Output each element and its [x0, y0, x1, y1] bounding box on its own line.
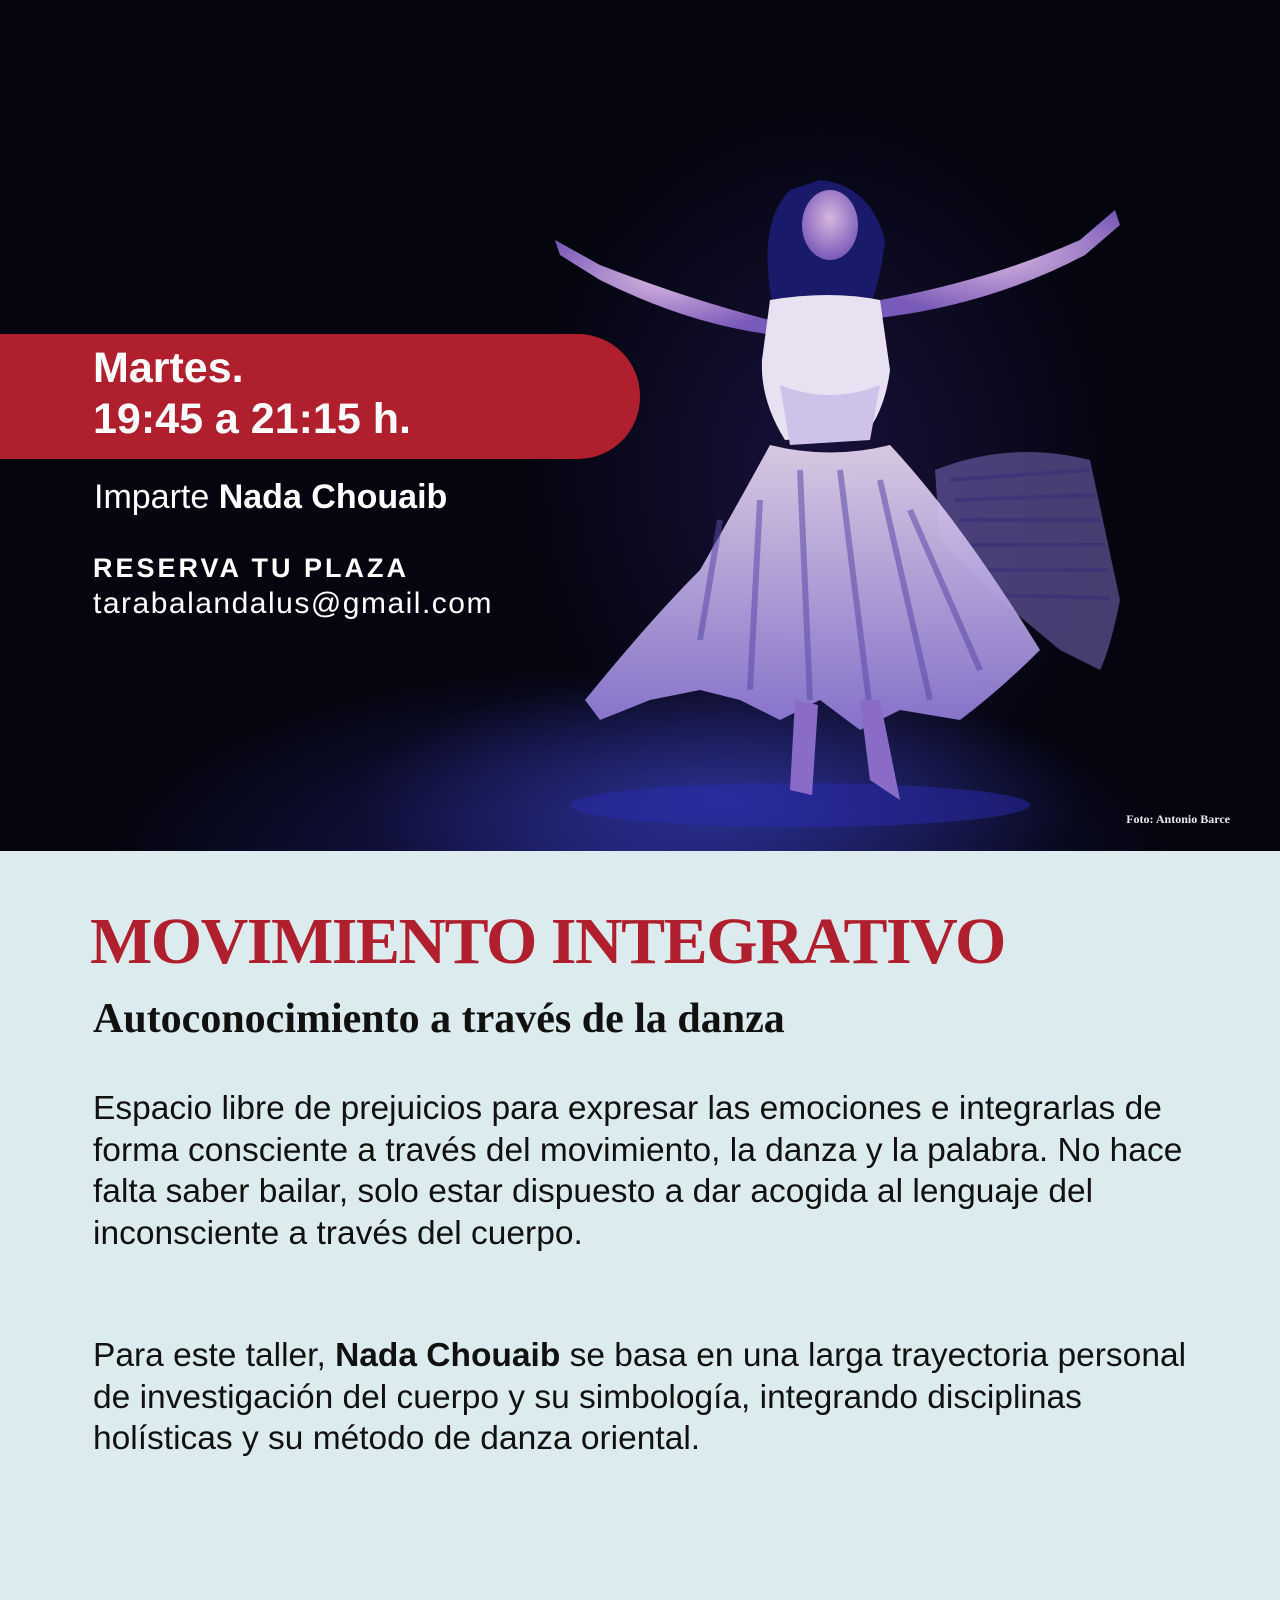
bio-prefix: Para este taller, — [93, 1337, 336, 1374]
contact-email-link[interactable]: tarabalandalus@gmail.com — [93, 587, 493, 620]
workshop-subtitle: Autoconocimiento a través de la danza — [93, 996, 785, 1042]
teacher-prefix: Imparte — [94, 478, 219, 516]
workshop-description: Espacio libre de prejuicios para expresar las emociones e integrarlas de forma consciente a través del movimiento, la danza y la palabra. No hace falta saber bailar, solo estar dispuesto a dar acogida al lenguaje del inconsciente a través del cuerpo. — [93, 1090, 1183, 1252]
teacher-line — [94, 477, 447, 517]
date-time: 19:45 a 21:15 h. — [93, 395, 411, 443]
teacher-name: Nada Chouaib — [218, 478, 448, 516]
date-day: Martes. — [93, 344, 244, 392]
photo-credit: Foto: Antonio Barce — [1126, 812, 1230, 826]
reserve-label: RESERVA TU PLAZA — [93, 553, 410, 583]
bio-suffix: se basa en una larga trayectoria personal de investigación del cuerpo y su simbología, integrando disciplinas holísticas y su método de danza oriental. — [93, 1337, 1187, 1457]
workshop-title: MOVIMIENTO INTEGRATIVO — [90, 905, 1005, 978]
bio-name: Nada Chouaib — [335, 1337, 561, 1374]
teacher-bio — [93, 1335, 1193, 1460]
